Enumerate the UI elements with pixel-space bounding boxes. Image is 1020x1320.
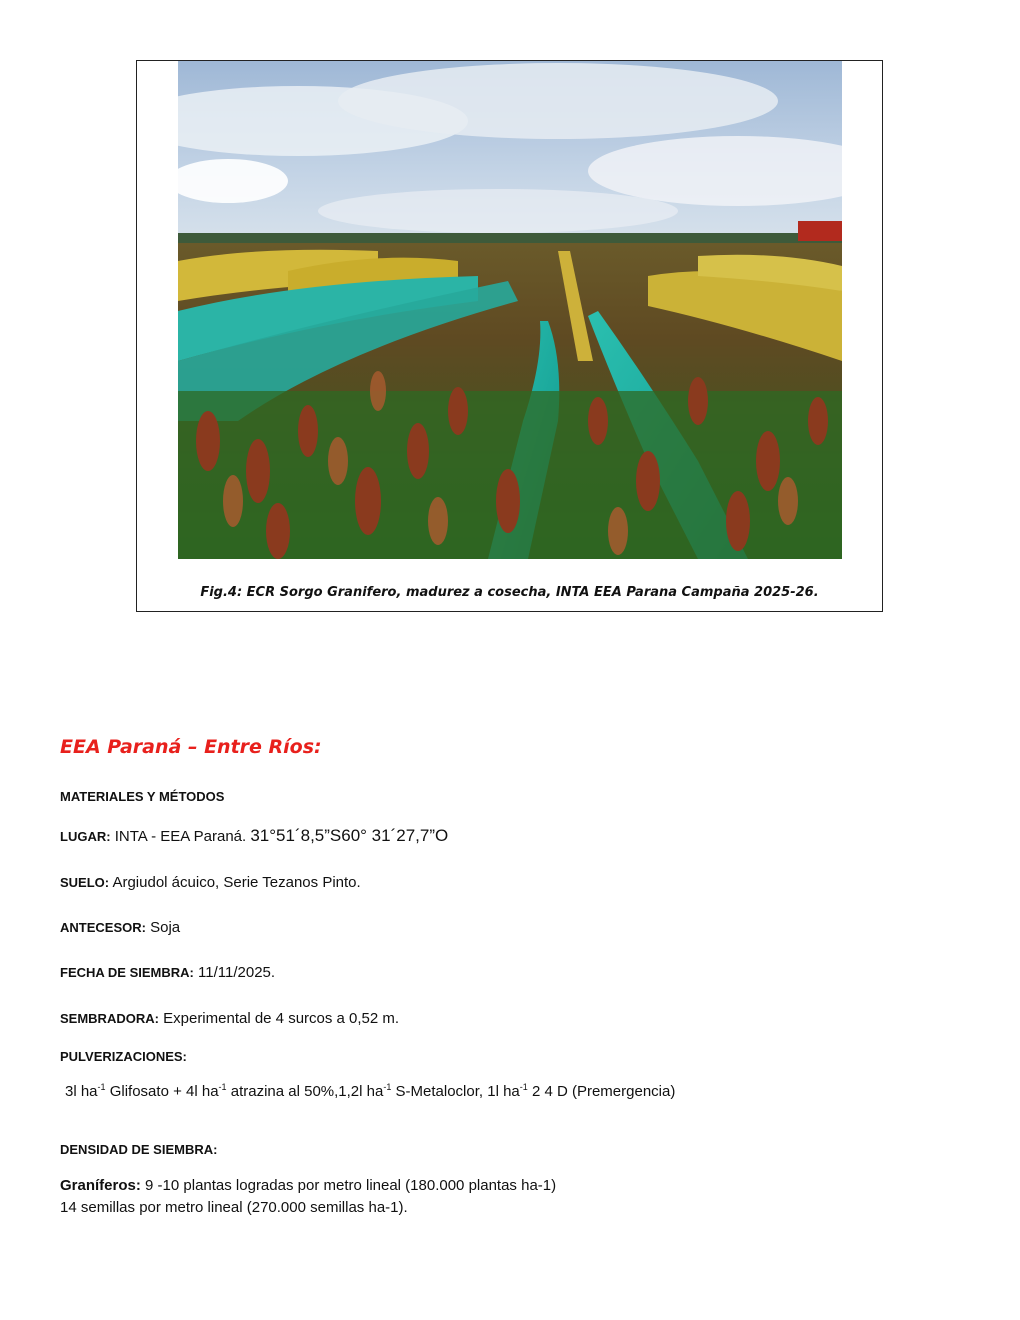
lugar-value: INTA - EEA Paraná. bbox=[114, 828, 247, 845]
section-title: EEA Paraná – Entre Ríos: bbox=[60, 736, 322, 758]
semillas-row: 14 semillas por metro lineal (270.000 semillas ha-1). bbox=[60, 1199, 408, 1216]
antecesor-value: Soja bbox=[150, 919, 181, 936]
fecha-value: 11/11/2025. bbox=[198, 964, 276, 981]
pulv-sup-1: -1 bbox=[97, 1082, 106, 1092]
suelo-value: Argiudol ácuico, Serie Tezanos Pinto. bbox=[112, 874, 361, 891]
figure-frame bbox=[136, 60, 883, 612]
lugar-label: LUGAR: bbox=[60, 829, 111, 844]
sorghum-field-photo bbox=[178, 61, 842, 559]
sembradora-row bbox=[60, 1010, 399, 1027]
pulv-part-5: 2 4 D (Premergencia) bbox=[531, 1083, 676, 1100]
lugar-coords: 31°51´8,5”S60° 31´27,7”O bbox=[250, 826, 449, 845]
graniferos-label: Graníferos: bbox=[60, 1177, 141, 1194]
suelo-row bbox=[60, 874, 361, 891]
pulv-part-3: atrazina al 50%,1,2l ha bbox=[230, 1083, 384, 1100]
lugar-row bbox=[60, 826, 448, 846]
pulv-sup-4: -1 bbox=[519, 1082, 528, 1092]
figure-caption: Fig.4: ECR Sorgo Granifero, madurez a cosecha, INTA EEA Parana Campaña 2025-26. bbox=[200, 585, 819, 600]
antecesor-row bbox=[60, 919, 180, 936]
sembradora-value: Experimental de 4 surcos a 0,52 m. bbox=[163, 1010, 400, 1027]
materials-heading: MATERIALES Y MÉTODOS bbox=[60, 789, 225, 804]
fecha-label: FECHA DE SIEMBRA: bbox=[60, 965, 194, 980]
pulv-part-4: S-Metaloclor, 1l ha bbox=[395, 1083, 520, 1100]
antecesor-label: ANTECESOR: bbox=[60, 920, 146, 935]
pulverizaciones-row bbox=[65, 1083, 675, 1100]
densidad-label: DENSIDAD DE SIEMBRA: bbox=[60, 1142, 218, 1157]
sembradora-label: SEMBRADORA: bbox=[60, 1011, 159, 1026]
pulverizaciones-label: PULVERIZACIONES: bbox=[60, 1049, 187, 1064]
suelo-label: SUELO: bbox=[60, 875, 110, 890]
fecha-row bbox=[60, 964, 275, 981]
pulv-part-1: 3l ha bbox=[65, 1083, 98, 1100]
graniferos-value: 9 -10 plantas logradas por metro lineal (180.000 plantas ha-1) bbox=[145, 1177, 557, 1194]
graniferos-row bbox=[60, 1177, 556, 1194]
pulv-sup-2: -1 bbox=[218, 1082, 227, 1092]
pulv-sup-3: -1 bbox=[383, 1082, 392, 1092]
pulv-part-2: Glifosato + 4l ha bbox=[109, 1083, 219, 1100]
